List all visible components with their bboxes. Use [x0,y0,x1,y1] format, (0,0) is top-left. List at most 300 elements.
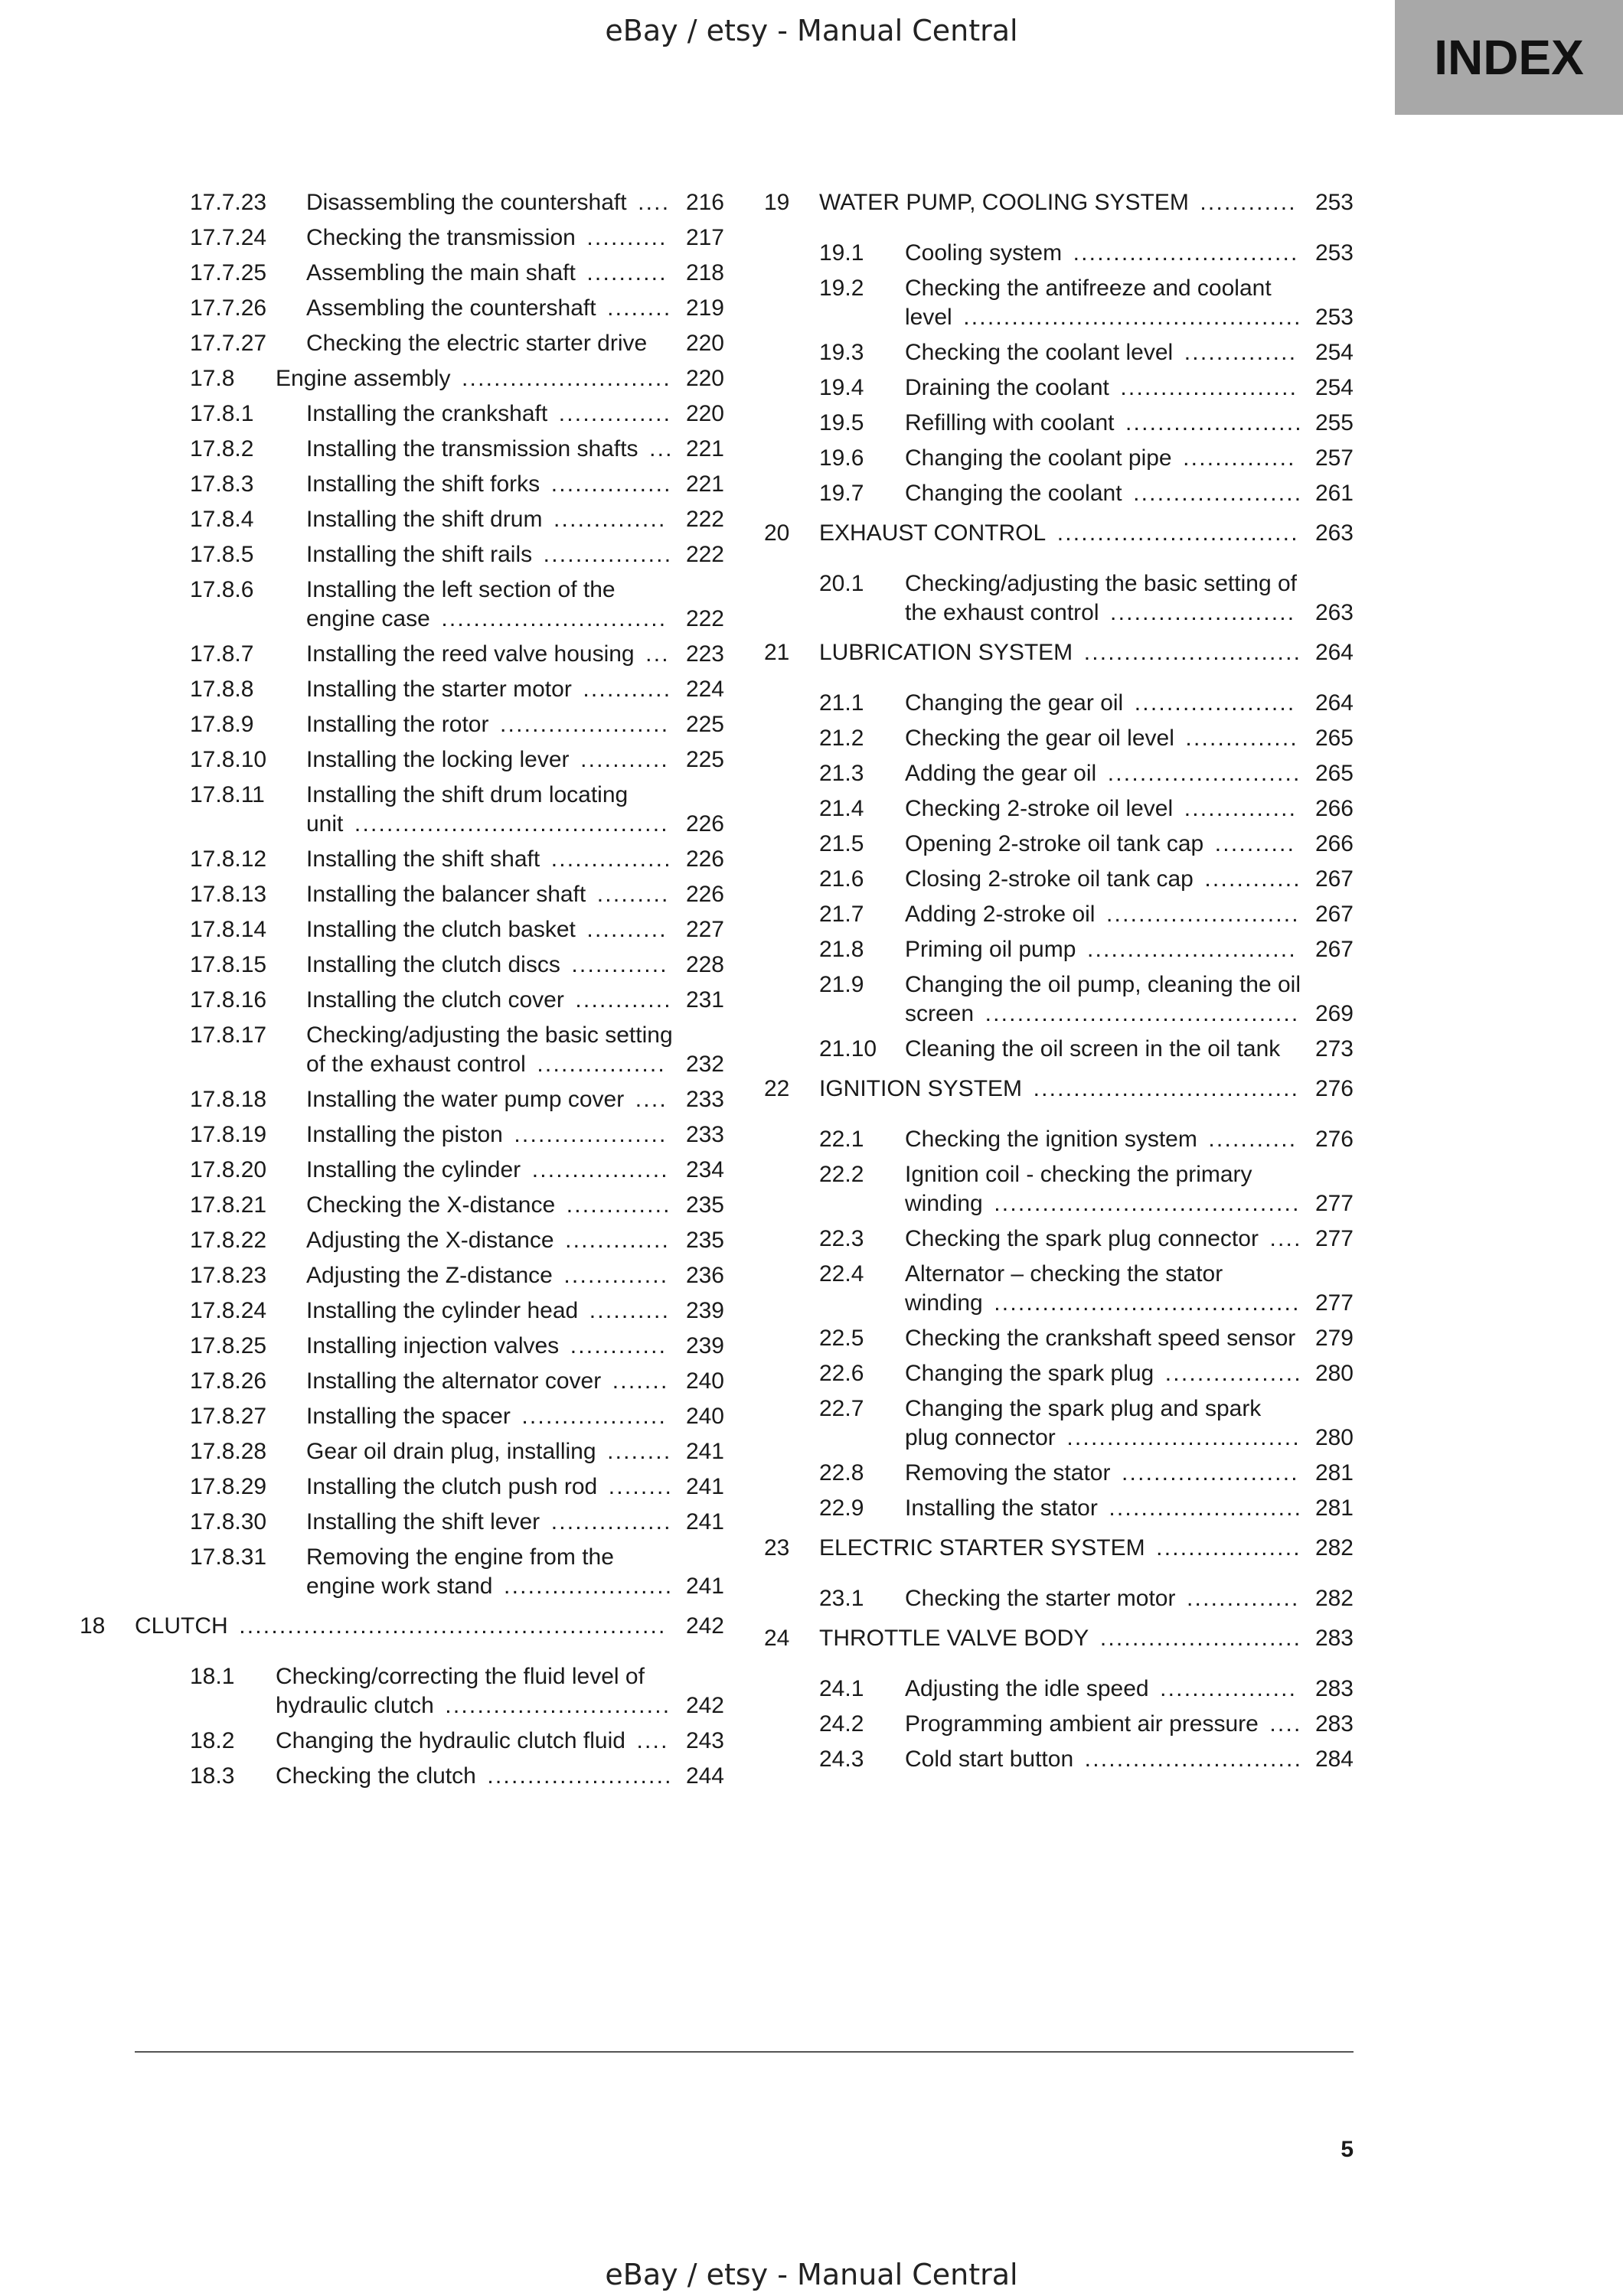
toc-entry[interactable] [135,364,724,393]
toc-entry-title: Cooling system [905,240,1063,266]
toc-entry-title: Removing the engine from the engine work stand [306,1544,614,1599]
toc-page-number: 225 [685,747,724,772]
toc-entry-number: 17.8.24 [190,1298,267,1323]
toc-entry[interactable] [764,338,1354,367]
dot-leader: .... [1261,1226,1302,1251]
toc-entry[interactable] [764,1125,1354,1154]
dot-leader: ................. [1151,1676,1298,1701]
toc-page-number: 263 [1314,600,1354,625]
dot-leader: ....................... [478,1763,673,1789]
toc-entry-title: Checking the coolant level [905,340,1174,365]
dot-leader: ...................... [1112,375,1298,400]
toc-page-number: 264 [1314,640,1354,665]
toc-page-number: 283 [1314,1711,1354,1737]
toc-entry-number: 18.1 [190,1664,235,1689]
dot-leader: ....... [604,1368,669,1394]
dot-leader: .................... [1126,690,1296,716]
toc-entry[interactable] [135,880,724,909]
toc-entry-number: 24.1 [819,1676,864,1701]
toc-entry-title: Installing the clutch push rod [306,1474,598,1499]
toc-page-number: 241 [685,1474,724,1499]
toc-entry-number: 17.8.6 [190,577,254,602]
toc-page-number: 273 [1314,1036,1354,1062]
toc-entry[interactable] [135,1191,724,1220]
dot-leader: ......... [589,882,670,907]
toc-entry-title: Installing the alternator cover [306,1368,602,1394]
toc-entry-title: EXHAUST CONTROL [819,520,1047,546]
toc-entry[interactable] [135,1762,724,1791]
dot-leader: ............... [543,471,672,497]
toc-entry-number: 21.6 [819,866,864,892]
toc-page-number: 261 [1314,481,1354,506]
toc-entry[interactable] [135,435,724,464]
toc-entry-title: ELECTRIC STARTER SYSTEM [819,1535,1145,1561]
toc-page-number: 264 [1314,690,1354,716]
toc-entry-title: Installing the locking lever [306,747,570,772]
toc-entry[interactable] [764,1710,1354,1739]
toc-entry[interactable] [135,1662,724,1720]
dot-leader: .......... [578,917,668,942]
toc-page-number: 267 [1314,937,1354,962]
toc-entry[interactable] [135,675,724,704]
toc-entry-number: 24 [764,1626,790,1651]
toc-entry-title: Installing the starter motor [306,677,572,702]
toc-page-number: 282 [1314,1586,1354,1611]
toc-entry[interactable] [764,479,1354,508]
toc-entry-title: Refilling with coolant [905,410,1115,435]
toc-entry[interactable] [135,781,724,839]
dot-leader: ............................ [1065,240,1299,266]
toc-page-number: 224 [685,677,724,702]
toc-section-heading[interactable] [764,1075,1354,1104]
toc-page-number: 276 [1314,1127,1354,1152]
dot-leader: ................... [505,1122,668,1147]
toc-entry-number: 19 [764,190,790,215]
toc-entry-number: 21.8 [819,937,864,962]
toc-entry-title: Checking the spark plug connector [905,1226,1259,1251]
dot-leader: ................ [528,1052,666,1077]
toc-entry-number: 17.8.3 [190,471,254,497]
toc-entry[interactable] [135,400,724,429]
dot-leader: ................................. [1025,1076,1300,1101]
toc-entry[interactable] [135,188,724,217]
toc-entry[interactable] [764,830,1354,859]
toc-entry-title: Adding the gear oil [905,761,1097,786]
toc-section-heading[interactable] [764,1534,1354,1563]
toc-page-number: 280 [1314,1425,1354,1450]
toc-page-number: 234 [685,1157,724,1182]
toc-entry-title: THROTTLE VALVE BODY [819,1626,1089,1651]
toc-entry[interactable] [135,1508,724,1537]
toc-entry[interactable] [764,1459,1354,1488]
toc-entry[interactable] [764,444,1354,473]
toc-page-number: 276 [1314,1076,1354,1101]
toc-entry[interactable] [764,759,1354,788]
toc-page-number: 220 [685,331,724,356]
toc-left-column [80,188,724,1797]
dot-leader: .............. [1177,726,1298,751]
dot-leader: ............ [563,952,668,977]
toc-entry-title: Checking the X-distance [306,1192,556,1218]
toc-entry[interactable] [764,1225,1354,1254]
toc-page-number: 277 [1314,1290,1354,1316]
toc-page-number: 241 [685,1509,724,1534]
toc-entry-title: Changing the spark plug and spark plug connector [905,1396,1262,1450]
dot-leader: .............. [550,401,672,426]
toc-entry-number: 19.6 [819,445,864,471]
toc-entry-number: 17.7.26 [190,295,267,321]
dot-leader: .......... [1207,831,1296,856]
toc-entry-number: 17.8.13 [190,882,267,907]
dot-leader: .... [628,1728,669,1753]
dot-leader: ........ [599,295,672,321]
dot-leader: .......... [578,225,668,250]
toc-entry-number: 20 [764,520,790,546]
toc-entry[interactable] [135,223,724,253]
dot-leader: .................. [513,1404,667,1429]
footer-divider [135,2051,1354,2053]
toc-page-number: 239 [685,1333,724,1358]
toc-entry-number: 23 [764,1535,790,1561]
toc-entry-title: Checking the antifreeze and coolant level [905,276,1272,330]
toc-section-heading[interactable] [764,519,1354,548]
toc-page-number: 232 [685,1052,724,1077]
dot-leader: .... [629,190,671,215]
toc-entry-title: Checking/adjusting the basic setting of the exhaust control [905,571,1297,625]
toc-entry-number: 17.8.22 [190,1228,267,1253]
dot-leader: .......................................... [955,305,1302,330]
toc-page-number: 226 [685,846,724,872]
toc-section-heading[interactable] [764,1624,1354,1653]
toc-entry-number: 17.8.4 [190,507,254,532]
dot-leader: .............. [1174,445,1296,471]
toc-entry-number: 17.8.16 [190,987,267,1013]
toc-entry[interactable] [135,1402,724,1431]
dot-leader: .......................... [453,366,671,391]
toc-right-column [764,188,1354,1780]
toc-section-heading[interactable] [764,638,1354,667]
toc-page-number: 222 [685,606,724,631]
dot-leader: ..................... [1125,481,1303,506]
toc-page-number: 277 [1314,1226,1354,1251]
toc-entry-number: 17.8.30 [190,1509,267,1534]
toc-entry[interactable] [135,986,724,1015]
toc-entry-title: LUBRICATION SYSTEM [819,640,1073,665]
toc-entry-number: 22.6 [819,1361,864,1386]
toc-entry[interactable] [764,1675,1354,1704]
toc-entry-number: 21.10 [819,1036,877,1062]
toc-entry[interactable] [764,1324,1354,1353]
toc-entry-title: Ignition coil - checking the primary winding [905,1162,1252,1216]
toc-entry[interactable] [135,1727,724,1756]
toc-entry[interactable] [135,1473,724,1502]
toc-entry-number: 21.4 [819,796,864,821]
toc-entry-title: Assembling the main shaft [306,260,576,285]
toc-entry[interactable] [764,409,1354,438]
toc-entry-title: Installing the shift drum locating unit [306,782,629,837]
toc-entry-title: Installing the clutch cover [306,987,564,1013]
toc-entry-number: 17.8.10 [190,747,267,772]
toc-entry-title: Checking/correcting the fluid level of hydraulic clutch [276,1664,645,1718]
toc-entry-number: 19.1 [819,240,864,266]
dot-leader: ................ [535,542,673,567]
toc-entry-number: 20.1 [819,571,864,596]
toc-entry[interactable] [764,970,1354,1029]
toc-page-number: 228 [685,952,724,977]
toc-page-number: 219 [685,295,724,321]
toc-page-number: 265 [1314,761,1354,786]
toc-entry-number: 17.8.17 [190,1022,267,1048]
toc-entry[interactable] [135,576,724,634]
toc-entry-number: 17.8.28 [190,1439,267,1464]
toc-section-heading[interactable] [80,1612,724,1641]
toc-entry-number: 19.5 [819,410,864,435]
toc-entry-title: Changing the oil pump, cleaning the oil screen [905,972,1301,1026]
toc-entry[interactable] [135,745,724,775]
toc-section-heading[interactable] [764,188,1354,217]
toc-entry-title: Installing the clutch basket [306,917,576,942]
toc-page-number: 226 [685,882,724,907]
toc-entry-title: Alternator – checking the stator winding [905,1261,1223,1316]
toc-entry-number: 21.7 [819,902,864,927]
toc-entry-number: 17.8.11 [190,782,265,807]
dot-leader: ........... [1200,1127,1298,1152]
toc-page-number: 284 [1314,1746,1354,1772]
toc-entry-number: 17.8.1 [190,401,254,426]
toc-entry-number: 22.4 [819,1261,864,1287]
dot-leader: .... [1261,1711,1302,1737]
toc-entry-number: 17.8.9 [190,712,254,737]
toc-entry[interactable] [135,1437,724,1466]
toc-entry[interactable] [764,1394,1354,1453]
toc-page-number: 253 [1314,240,1354,266]
dot-leader: .............. [545,507,667,532]
toc-entry[interactable] [135,1021,724,1079]
toc-entry[interactable] [135,1332,724,1361]
toc-page-number: 254 [1314,375,1354,400]
toc-entry-number: 17.8.5 [190,542,254,567]
toc-page-number: 277 [1314,1191,1354,1216]
toc-entry-number: 24.3 [819,1746,864,1772]
toc-entry-title: Installing the cylinder [306,1157,521,1182]
toc-entry-number: 17.7.23 [190,190,267,215]
toc-entry-number: 22.8 [819,1460,864,1486]
toc-entry[interactable] [764,1584,1354,1613]
toc-entry-title: Installing the crankshaft [306,401,548,426]
toc-page-number: 218 [685,260,724,285]
toc-entry[interactable] [135,1226,724,1255]
toc-entry-title: Installing the stator [905,1495,1098,1521]
toc-entry-number: 17.8.15 [190,952,267,977]
dot-leader: ....................................... [977,1001,1300,1026]
toc-entry-number: 17.8.2 [190,436,254,461]
toc-entry-title: Installing the balancer shaft [306,882,586,907]
toc-entry-title: Checking/adjusting the basic setting of the exhaust control [306,1022,673,1077]
toc-entry[interactable] [764,274,1354,332]
toc-entry-number: 21.2 [819,726,864,751]
toc-entry[interactable] [135,1261,724,1290]
toc-page-number: 226 [685,811,724,837]
dot-leader: ............. [555,1263,669,1288]
toc-entry-number: 17.8.26 [190,1368,267,1394]
watermark-top: eBay / etsy - Manual Central [605,14,1018,47]
toc-entry[interactable] [135,540,724,569]
toc-entry[interactable] [764,865,1354,894]
dot-leader: ....................................... [346,811,669,837]
toc-entry-number: 22.3 [819,1226,864,1251]
toc-entry[interactable] [135,845,724,874]
toc-entry[interactable] [764,724,1354,753]
index-tab[interactable]: INDEX [1395,0,1623,115]
toc-entry-title: Closing 2-stroke oil tank cap [905,866,1194,892]
toc-entry-title: Installing the piston [306,1122,503,1147]
dot-leader: ....................... [1102,600,1296,625]
dot-leader: ........................ [1098,902,1300,927]
toc-entry-title: Installing the left section of the engine case [306,577,616,631]
dot-leader: .......... [578,260,668,285]
toc-entry-number: 17.7.27 [190,331,267,356]
toc-page-number: 265 [1314,726,1354,751]
toc-entry[interactable] [764,1160,1354,1218]
toc-page-number: 227 [685,917,724,942]
dot-leader: .................. [1148,1535,1301,1561]
toc-entry-number: 17.8.20 [190,1157,267,1182]
dot-leader: ........... [572,747,669,772]
toc-entry-number: 22.7 [819,1396,864,1421]
toc-page-number: 255 [1314,410,1354,435]
dot-leader: .............. [1178,1586,1300,1611]
toc-page-number: 240 [685,1404,724,1429]
toc-page-number: 281 [1314,1495,1354,1521]
dot-leader: .......... [581,1298,671,1323]
toc-entry-title: Installing the reed valve housing [306,641,635,667]
toc-entry[interactable] [764,1494,1354,1523]
toc-entry[interactable] [764,1260,1354,1318]
toc-entry-number: 17.8.7 [190,641,254,667]
toc-page-number: 242 [685,1693,724,1718]
toc-entry[interactable] [764,569,1354,628]
toc-page-number: 281 [1314,1460,1354,1486]
dot-leader: .............. [1176,340,1298,365]
toc-entry-title: Checking the gear oil level [905,726,1174,751]
toc-page-number: 216 [685,190,724,215]
toc-page-number: 225 [685,712,724,737]
toc-entry-title: Checking 2-stroke oil level [905,796,1174,821]
toc-entry[interactable] [135,640,724,669]
toc-entry[interactable] [764,689,1354,718]
toc-entry-title: Changing the coolant pipe [905,445,1172,471]
toc-entry[interactable] [764,1035,1354,1064]
toc-page-number: 253 [1314,190,1354,215]
dot-leader: ............ [1191,190,1297,215]
toc-entry[interactable] [135,1120,724,1150]
toc-entry-title: Changing the spark plug [905,1361,1154,1386]
toc-entry-title: Cleaning the oil screen in the oil tank [905,1036,1281,1062]
toc-entry-number: 18.3 [190,1763,235,1789]
watermark-bottom: eBay / etsy - Manual Central [605,2258,1018,2291]
toc-entry-number: 17.7.25 [190,260,267,285]
dot-leader: ............................ [436,1693,671,1718]
dot-leader: ................. [524,1157,669,1182]
toc-entry-title: Checking the starter motor [905,1586,1176,1611]
toc-entry-title: Cold start button [905,1746,1074,1772]
toc-entry[interactable] [135,470,724,499]
toc-page-number: 267 [1314,866,1354,892]
dot-leader: ........... [574,677,672,702]
toc-entry-title: Installing the shift shaft [306,846,540,872]
toc-page-number: 266 [1314,796,1354,821]
toc-page-number: 233 [685,1087,724,1112]
dot-leader: ............... [543,1509,672,1534]
toc-entry-number: 21.9 [819,972,864,997]
toc-entry[interactable] [764,1359,1354,1388]
toc-entry-number: 17.8.29 [190,1474,267,1499]
toc-entry-title: Adjusting the idle speed [905,1676,1149,1701]
toc-entry[interactable] [135,710,724,739]
toc-entry[interactable] [764,373,1354,403]
toc-entry[interactable] [135,1367,724,1396]
toc-page-number: 283 [1314,1676,1354,1701]
toc-entry[interactable] [135,505,724,534]
toc-entry[interactable] [135,259,724,288]
toc-entry-title: Checking the clutch [276,1763,476,1789]
toc-entry[interactable] [764,935,1354,964]
toc-page-number: 235 [685,1192,724,1218]
toc-entry[interactable] [764,900,1354,929]
toc-entry[interactable] [764,794,1354,823]
toc-entry[interactable] [764,1745,1354,1774]
toc-entry[interactable] [135,1296,724,1326]
toc-entry-number: 22.2 [819,1162,864,1187]
toc-entry[interactable] [764,239,1354,268]
dot-leader: ......................... [1092,1626,1302,1651]
toc-entry-title: Engine assembly [276,366,451,391]
toc-entry[interactable] [135,915,724,944]
toc-page-number: 235 [685,1228,724,1253]
toc-entry-title: CLUTCH [135,1613,228,1639]
toc-entry-title: IGNITION SYSTEM [819,1076,1023,1101]
toc-entry-number: 21 [764,640,790,665]
toc-entry-number: 17.8.14 [190,917,267,942]
dot-leader: ... [637,641,670,667]
dot-leader: ........ [599,1439,672,1464]
toc-page-number: 241 [685,1439,724,1464]
toc-page-number: 220 [685,401,724,426]
toc-entry-title: Draining the coolant [905,375,1109,400]
dot-leader: ..................... [495,1574,674,1599]
toc-entry[interactable] [135,1085,724,1114]
toc-entry-number: 17.8.8 [190,677,254,702]
toc-page-number: 242 [685,1613,724,1639]
toc-page-number: 254 [1314,340,1354,365]
toc-entry-number: 21.3 [819,761,864,786]
toc-entry[interactable] [135,1543,724,1601]
toc-entry[interactable] [135,951,724,980]
toc-entry-title: Adjusting the Z-distance [306,1263,553,1288]
toc-page-number: 243 [685,1728,724,1753]
toc-entry[interactable] [135,294,724,323]
toc-entry[interactable] [135,329,724,358]
dot-leader: ..................... [491,712,670,737]
dot-leader: ...................... [1113,1460,1299,1486]
toc-entry-title: Installing injection valves [306,1333,560,1358]
toc-page-number: 239 [685,1298,724,1323]
toc-page-number: 253 [1314,305,1354,330]
toc-entry-number: 18 [80,1613,106,1639]
dot-leader: ............................ [433,606,668,631]
dot-leader: ............. [557,1228,671,1253]
toc-entry[interactable] [135,1156,724,1185]
